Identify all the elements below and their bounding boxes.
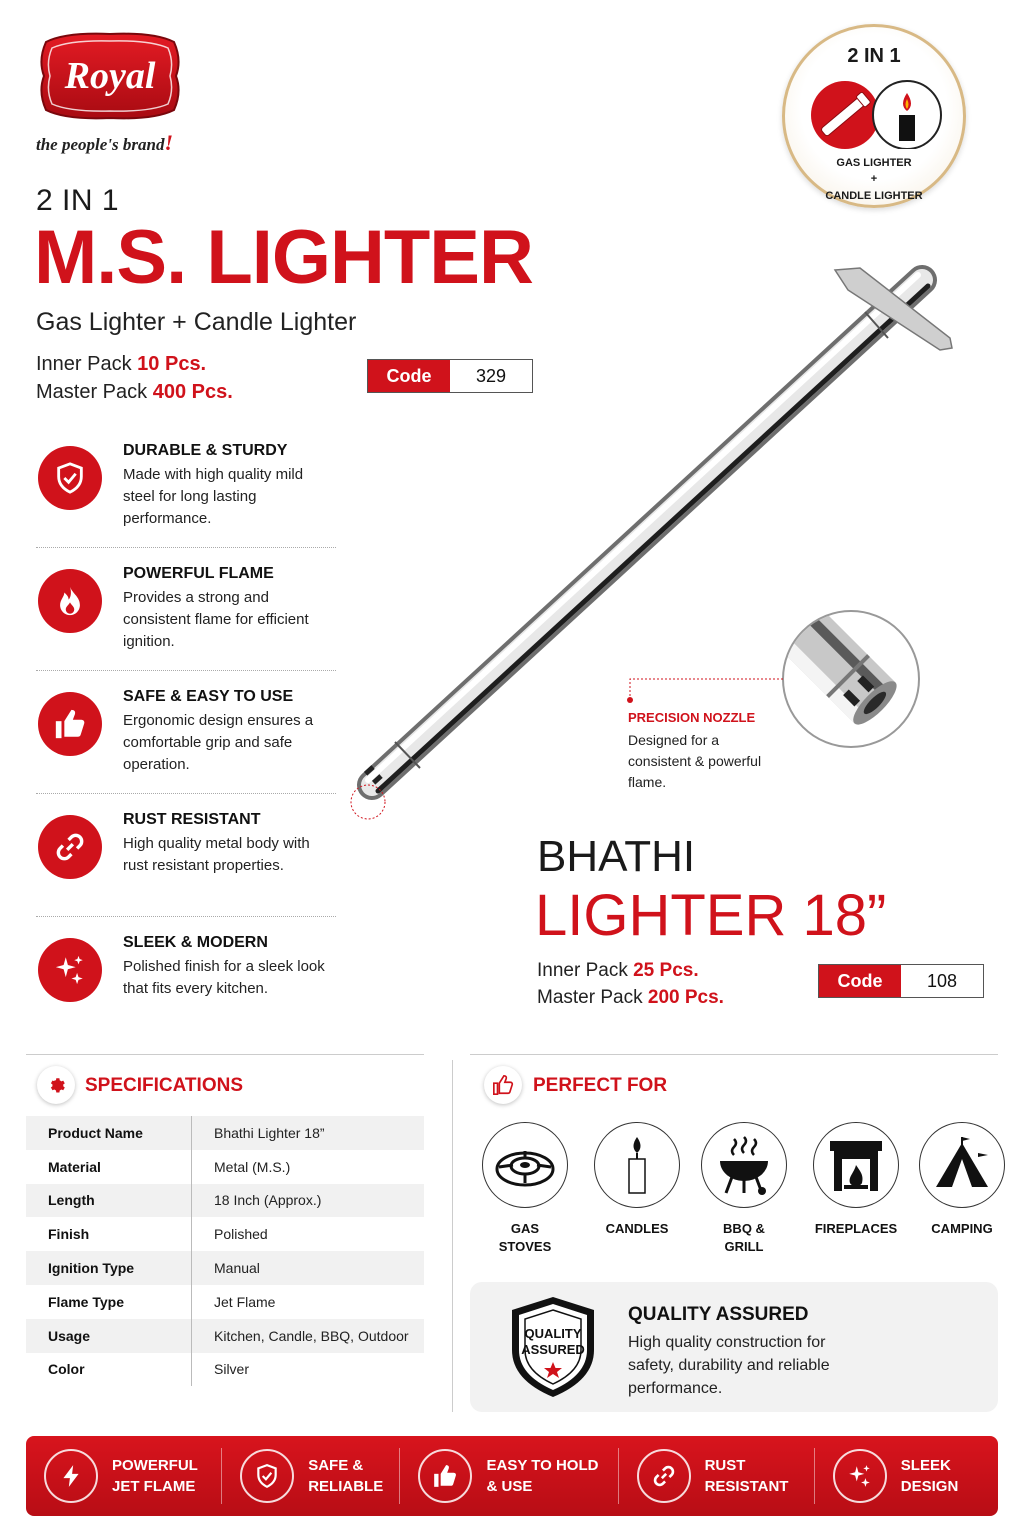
use-label <box>912 1220 1012 1238</box>
bar-label-line1: SLEEK <box>900 1457 951 1474</box>
code-value: 329 <box>450 360 532 392</box>
product2-inner-pack <box>537 960 699 982</box>
use-item <box>475 1122 575 1256</box>
bar-label-line2: RESISTANT <box>704 1478 789 1495</box>
fireplace-icon <box>813 1122 899 1208</box>
spec-row <box>26 1150 424 1184</box>
spec-key: Flame Type <box>26 1285 192 1319</box>
bar-feature-label <box>308 1455 383 1497</box>
code-value: 108 <box>901 965 983 997</box>
bar-label-line1: EASY TO HOLD <box>486 1457 599 1474</box>
nozzle-callout-line <box>625 676 785 706</box>
bar-feature-item <box>619 1436 814 1516</box>
use-item <box>912 1122 1012 1238</box>
use-item <box>806 1122 906 1238</box>
spec-key: Product Name <box>26 1116 192 1150</box>
bar-label-line2: & USE <box>486 1478 533 1495</box>
feature-title: POWERFUL FLAME <box>123 565 274 582</box>
thumbs-up-icon <box>418 1449 472 1503</box>
chain-link-icon <box>637 1449 691 1503</box>
quality-desc: High quality construction for safety, durability and reliable performance. <box>628 1334 830 1397</box>
use-label-line1: GAS <box>510 1221 540 1236</box>
quality-assured-panel <box>470 1282 998 1412</box>
specifications-table <box>26 1116 424 1386</box>
feature-item <box>36 928 336 1040</box>
bar-label-line2: JET FLAME <box>112 1478 196 1495</box>
product1-title: M.S. LIGHTER <box>34 215 533 300</box>
thumbs-up-icon <box>38 692 102 756</box>
use-label <box>587 1220 687 1238</box>
bar-feature-item <box>400 1436 617 1516</box>
bar-label-line1: SAFE & <box>308 1457 364 1474</box>
use-label-line1: CAMPING <box>931 1221 993 1236</box>
inner-pack-label: Inner Pack <box>36 353 132 375</box>
use-label-line1: CANDLES <box>605 1221 669 1236</box>
bar-feature-label <box>486 1455 598 1497</box>
spec-value: Manual <box>214 1260 260 1277</box>
specifications-heading: SPECIFICATIONS <box>85 1075 243 1096</box>
spec-row <box>26 1217 424 1251</box>
code-label: Code <box>819 965 901 997</box>
bar-feature-label <box>705 1455 789 1497</box>
feature-title: SLEEK & MODERN <box>123 934 268 951</box>
spec-value: Bhathi Lighter 18” <box>214 1124 325 1141</box>
spec-value: Polished <box>214 1226 268 1243</box>
spec-row <box>26 1285 424 1319</box>
feature-item <box>36 682 336 794</box>
bbq-grill-icon <box>701 1122 787 1208</box>
royal-logo <box>36 30 184 122</box>
sparkle-icon <box>833 1449 887 1503</box>
nozzle-title: PRECISION NOZZLE <box>628 710 756 725</box>
product2-code-box <box>818 964 984 998</box>
master-pack-value: 200 Pcs. <box>647 987 724 1008</box>
spec-key: Length <box>26 1184 192 1218</box>
nozzle-zoom <box>782 610 920 748</box>
nozzle-desc: Designed for a consistent & powerful flame. <box>628 732 762 790</box>
bottom-feature-bar <box>26 1436 998 1516</box>
perfect-for-heading: PERFECT FOR <box>533 1075 668 1096</box>
spec-key: Finish <box>26 1217 192 1251</box>
code-label: Code <box>368 360 450 392</box>
spec-value: Kitchen, Candle, BBQ, Outdoor <box>214 1327 409 1344</box>
bar-feature-label <box>112 1455 198 1497</box>
bar-feature-item <box>815 1436 998 1516</box>
spec-key: Color <box>26 1353 192 1387</box>
badge-line2: CANDLE LIGHTER <box>825 190 923 202</box>
spec-row <box>26 1353 424 1387</box>
feature-desc: Made with high quality mild steel for long lasting performance. <box>123 466 304 527</box>
divider <box>470 1054 998 1055</box>
product2-line1: BHATHI <box>537 832 696 881</box>
product1-kicker: 2 IN 1 <box>36 184 120 217</box>
inner-pack-value: 10 Pcs. <box>137 353 207 375</box>
quality-seal-icon <box>508 1294 598 1400</box>
tagline-mark: ! <box>164 130 174 155</box>
use-label <box>806 1220 906 1238</box>
use-label <box>475 1220 575 1256</box>
spec-row <box>26 1251 424 1285</box>
spec-key: Usage <box>26 1319 192 1353</box>
product1-subtitle: Gas Lighter + Candle Lighter <box>36 308 357 336</box>
feature-item <box>36 805 336 917</box>
shield-check-icon <box>38 446 102 510</box>
logo-text: Royal <box>64 55 156 97</box>
master-pack-value: 400 Pcs. <box>152 381 233 403</box>
spec-key: Ignition Type <box>26 1251 192 1285</box>
spec-value: Metal (M.S.) <box>214 1158 291 1175</box>
master-pack-label: Master Pack <box>537 987 643 1008</box>
tent-icon <box>919 1122 1005 1208</box>
spec-value: Silver <box>214 1361 250 1378</box>
badge-title: 2 IN 1 <box>847 45 901 67</box>
inner-pack-label: Inner Pack <box>537 960 628 981</box>
brand-tagline <box>36 130 173 156</box>
master-pack-label: Master Pack <box>36 381 148 403</box>
feature-desc: High quality metal body with rust resistant properties. <box>123 835 310 874</box>
feature-item <box>36 436 336 548</box>
use-item <box>587 1122 687 1238</box>
spec-key: Material <box>26 1150 192 1184</box>
bar-feature-label <box>901 1455 959 1497</box>
flame-icon <box>38 569 102 633</box>
spec-value: Jet Flame <box>214 1293 276 1310</box>
feature-desc: Ergonomic design ensures a comfortable grip and safe operation. <box>123 712 314 773</box>
feature-title: RUST RESISTANT <box>123 811 261 828</box>
feature-title: SAFE & EASY TO USE <box>123 688 294 705</box>
bar-label-line1: RUST <box>704 1457 746 1474</box>
use-label-line2: STOVES <box>498 1239 552 1254</box>
use-item <box>694 1122 794 1256</box>
spec-value: 18 Inch (Approx.) <box>214 1192 322 1209</box>
gas-stove-icon <box>482 1122 568 1208</box>
bar-label-line2: RELIABLE <box>308 1478 384 1495</box>
divider <box>26 1054 424 1055</box>
feature-title: DURABLE & STURDY <box>123 442 288 459</box>
shield-check-icon <box>240 1449 294 1503</box>
spec-row <box>26 1184 424 1218</box>
two-in-one-badge <box>782 24 966 208</box>
spec-row <box>26 1319 424 1353</box>
product2-master-pack <box>537 987 724 1009</box>
inner-pack-value: 25 Pcs. <box>633 960 699 981</box>
feature-item <box>36 559 336 671</box>
chain-link-icon <box>38 815 102 879</box>
badge-icons <box>807 79 943 149</box>
tagline-text: the people's brand <box>36 135 165 154</box>
candle-icon <box>594 1122 680 1208</box>
bar-feature-item <box>26 1436 221 1516</box>
feature-desc: Polished finish for a sleek look that fits every kitchen. <box>123 958 325 997</box>
seal-line2: ASSURED <box>521 1342 585 1357</box>
quality-title: QUALITY ASSURED <box>628 1304 809 1325</box>
use-label <box>694 1220 794 1256</box>
bar-label-line1: POWERFUL <box>112 1457 198 1474</box>
bolt-icon <box>44 1449 98 1503</box>
use-label-line1: BBQ & <box>723 1221 765 1236</box>
product2-line2: LIGHTER 18” <box>535 883 887 948</box>
badge-line1: GAS LIGHTER <box>836 157 912 169</box>
thumbs-up-icon <box>484 1066 522 1104</box>
bar-feature-item <box>222 1436 399 1516</box>
product1-master-pack <box>36 381 233 404</box>
spec-row <box>26 1116 424 1150</box>
bar-label-line2: DESIGN <box>900 1478 959 1495</box>
sparkle-icon <box>38 938 102 1002</box>
use-label-line2: GRILL <box>724 1239 764 1254</box>
feature-desc: Provides a strong and consistent flame for efficient ignition. <box>123 589 309 650</box>
seal-line1: QUALITY <box>524 1326 582 1341</box>
gear-icon <box>37 1066 75 1104</box>
divider <box>452 1060 453 1412</box>
product1-inner-pack <box>36 353 206 376</box>
badge-plus: + <box>870 173 878 185</box>
use-label-line1: FIREPLACES <box>814 1221 898 1236</box>
